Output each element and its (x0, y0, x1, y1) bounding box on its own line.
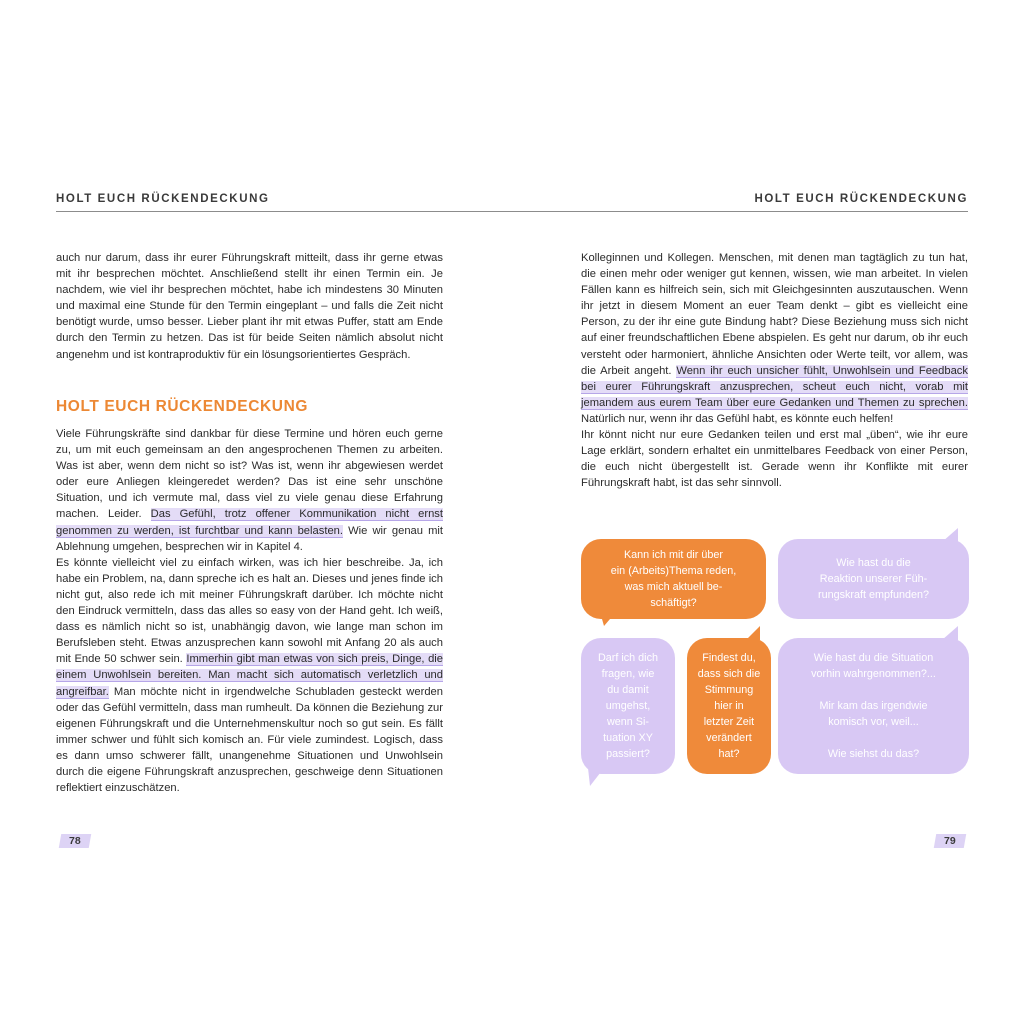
bubble-2-line: rungskraft empfunden? (817, 589, 930, 601)
bubble-4-line: letzter Zeit (703, 716, 755, 728)
bubble-4-line: hat? (718, 748, 740, 760)
right-paragraph-2: Ihr könnt nicht nur eure Gedanken teilen und erst mal „üben“, wie ihr eure Lage erklärt, sondern erhaltet ein unmittelbares Feedback von einer Person, die euch nicht übergestellt ist. Gerade wenn ihr Konflikte mit eurer Führungskraft habt, ist das sehr sinnvoll. (581, 429, 968, 490)
bubble-4-line: dass sich die (697, 668, 761, 680)
right-para1-a: Kolleginnen und Kollegen. Menschen, mit denen man tagtäglich zu tun hat, die einen mehr oder weniger gut kennen, wissen, wie man arbeitet. In vielen Fällen kann es hilfreich sein, sich mit Gleichgesinnten auszutauschen. Wenn ihr jetzt in diesem Moment an euer Team denkt – gibt es vielleicht eine Person, zu der ihr eine gute Bindung habt? Diese Beziehung muss sich nicht auf einer freundschaftlichen Ebene abspielen. Es geht nur darum, ob ihr euch versteht oder harmoniert, ähnliche Ansichten oder Werte teilt, vor allem, was die Arbeit angeht. (581, 252, 968, 377)
left-paragraph-2 (56, 426, 443, 555)
speech-bubble-2 (778, 539, 969, 619)
page-number-right (934, 834, 966, 848)
speech-bubble-1-tail (600, 612, 616, 626)
bubble-4-line: hier in (714, 700, 744, 712)
bubble-1-line: Kann ich mit dir über (623, 549, 723, 561)
left-para2-a: Viele Führungskräfte sind dankbar für diese Termine und hören euch gerne zu, um mit euch gemeinsam an den angesprochenen Themen zu arbeiten. Was ist aber, wenn dem nicht so ist? Was ist, wenn ihr abgewiesen werdet oder eure Anliegen kleingeredet werden? Das ist eine sehr unschöne Situation, und ich vermute mal, dass viel zu viele genau diese Erfahrung machen. Leider. (56, 428, 443, 521)
running-head-right: HOLT EUCH RÜCKENDECKUNG (754, 193, 968, 205)
bubble-3-line: umgehst, (605, 700, 651, 712)
left-para3-highlight: Immerhin gibt man etwas von sich preis, Dinge, die einem Unwohlsein bereiten. Man macht sich automatisch verletzlich und angreifbar. (56, 653, 444, 698)
left-para3-b: Man möchte nicht in irgendwelche Schubladen gesteckt werden oder das Gefühl vermitteln, dass man rumheult. Da können die Beziehung zur eigenen Führungskraft und die Unternehmenskultur noch so gut sein. Es fällt immer schwer und fühlt sich komisch an. Für viele zumindest. Logisch, dass es dann umso schwerer fällt, unangenehme Situationen und Unwohlsein durch die eigene Führungskraft anzusprechen, geschweige denn Situationen reflektiert einzuschätzen. (56, 685, 443, 795)
right-para1-highlight: Wenn ihr euch unsicher fühlt, Unwohlsein und Feedback bei eurer Führungskraft anzusprechen, scheut euch nicht, vorab mit jemandem aus eurem Team über eure Gedanken und Themen zu sprechen. (581, 364, 968, 409)
page-number-right-text: 79 (944, 835, 956, 847)
bubble-5-line: vorhin wahrgenommen?... (811, 668, 936, 680)
left-paragraph-3 (56, 555, 443, 796)
left-para2-b: Wie wir genau mit Ablehnung umgehen, besprechen wir in Kapitel 4. (56, 524, 444, 553)
section-title: HOLT EUCH RÜCKENDECKUNG (56, 398, 309, 415)
speech-bubble-4 (687, 638, 771, 774)
bubble-5-line: Wie siehst du das? (827, 748, 920, 760)
bubble-1-line: ein (Arbeits)Thema reden, (610, 565, 737, 577)
bubble-3-line: tuation XY (603, 732, 653, 744)
speech-bubble-5-tail (942, 626, 958, 640)
bubble-3-line: fragen, wie (601, 668, 655, 680)
right-body (581, 250, 968, 491)
speech-bubble-3 (581, 638, 675, 774)
bubble-5-text (811, 650, 936, 762)
bubble-4-text (698, 650, 760, 762)
bubble-4-line: Stimmung (704, 684, 754, 696)
bubble-5-spacer (811, 730, 936, 746)
page-number-left-text: 78 (69, 835, 81, 847)
bubble-5-line: Wie hast du die Situation (813, 652, 934, 664)
left-para3-a: Es könnte vielleicht viel zu einfach wirken, was ich hier beschreibe. Ja, ich habe ein Problem, na, dann spreche ich es halt an. Dieses und jenes finde ich nicht gut, also rede ich mit meiner Führungskraft darüber. Ich möchte nicht den Eindruck vermitteln, dass das alles so easy von der Hand geht. Ich weiß, dass es nämlich nicht so ist, unabhängig davon, wie lange man schon im Berufsleben steht. Etwas anzusprechen kann sowohl mit Anfang 20 als auch mit Ende 50 schwer sein. (56, 556, 443, 666)
bubble-2-line: Wie hast du die (836, 557, 911, 569)
left-para1-text: auch nur darum, dass ihr eurer Führungskraft mitteilt, dass ihr gerne etwas mit ihr besprechen möchtet. Anschließend stellt ihr einen Termin ein. Je nachdem, wie viel ihr besprechen möchtet, habe ich mindestens 30 Minuten und maximal eine Stunde für den Termin eingeplant – und falls die Zeit nicht benötigt wurde, umso besser. Lieber plant ihr mit etwas Puffer, statt am Ende durch den Termin zu hetzen. Das ist für beide Seiten nämlich absolut nicht angenehm und ist kontraproduktiv für ein lösungsorientiertes Gespräch. (56, 252, 443, 361)
page-number-left (59, 834, 91, 848)
head-rule-left (56, 211, 512, 212)
bubble-3-text (598, 650, 658, 762)
right-para1-b: Natürlich nur, wenn ihr das Gefühl habt, es könnte euch helfen! (581, 412, 894, 425)
bubble-1-text (611, 547, 736, 611)
speech-bubble-2-tail (942, 528, 958, 542)
right-paragraph-1 (581, 250, 968, 427)
bubble-3-line: Darf ich dich (597, 652, 658, 664)
bubble-5-line: Mir kam das irgendwie (819, 700, 928, 712)
bubble-3-line: du damit (607, 684, 649, 696)
bubble-5-spacer (811, 682, 936, 698)
bubble-4-line: Findest du, (702, 652, 756, 664)
bubble-3-line: passiert? (606, 748, 650, 760)
speech-bubble-3-tail (588, 768, 604, 786)
running-head-left: HOLT EUCH RÜCKENDECKUNG (56, 193, 270, 205)
bubble-2-line: Reaktion unserer Füh- (819, 573, 928, 585)
bubble-1-line: schäftigt? (650, 597, 697, 609)
right-page (512, 0, 1024, 1024)
bubble-2-text (818, 555, 929, 603)
head-rule-right (512, 211, 968, 212)
speech-bubble-4-tail (746, 626, 760, 640)
bubble-4-line: verändert (706, 732, 752, 744)
left-body (56, 426, 443, 796)
bubble-5-line: komisch vor, weil... (828, 716, 919, 728)
speech-bubble-5 (778, 638, 969, 774)
bubble-1-line: was mich aktuell be- (624, 581, 723, 593)
bubble-3-line: wenn Si- (606, 716, 649, 728)
left-paragraph-1 (56, 250, 443, 363)
left-para2-highlight: Das Gefühl, trotz offener Kommunikation nicht ernst genommen zu werden, ist furchtbar und kann belasten. (56, 508, 444, 537)
speech-bubble-1 (581, 539, 766, 619)
